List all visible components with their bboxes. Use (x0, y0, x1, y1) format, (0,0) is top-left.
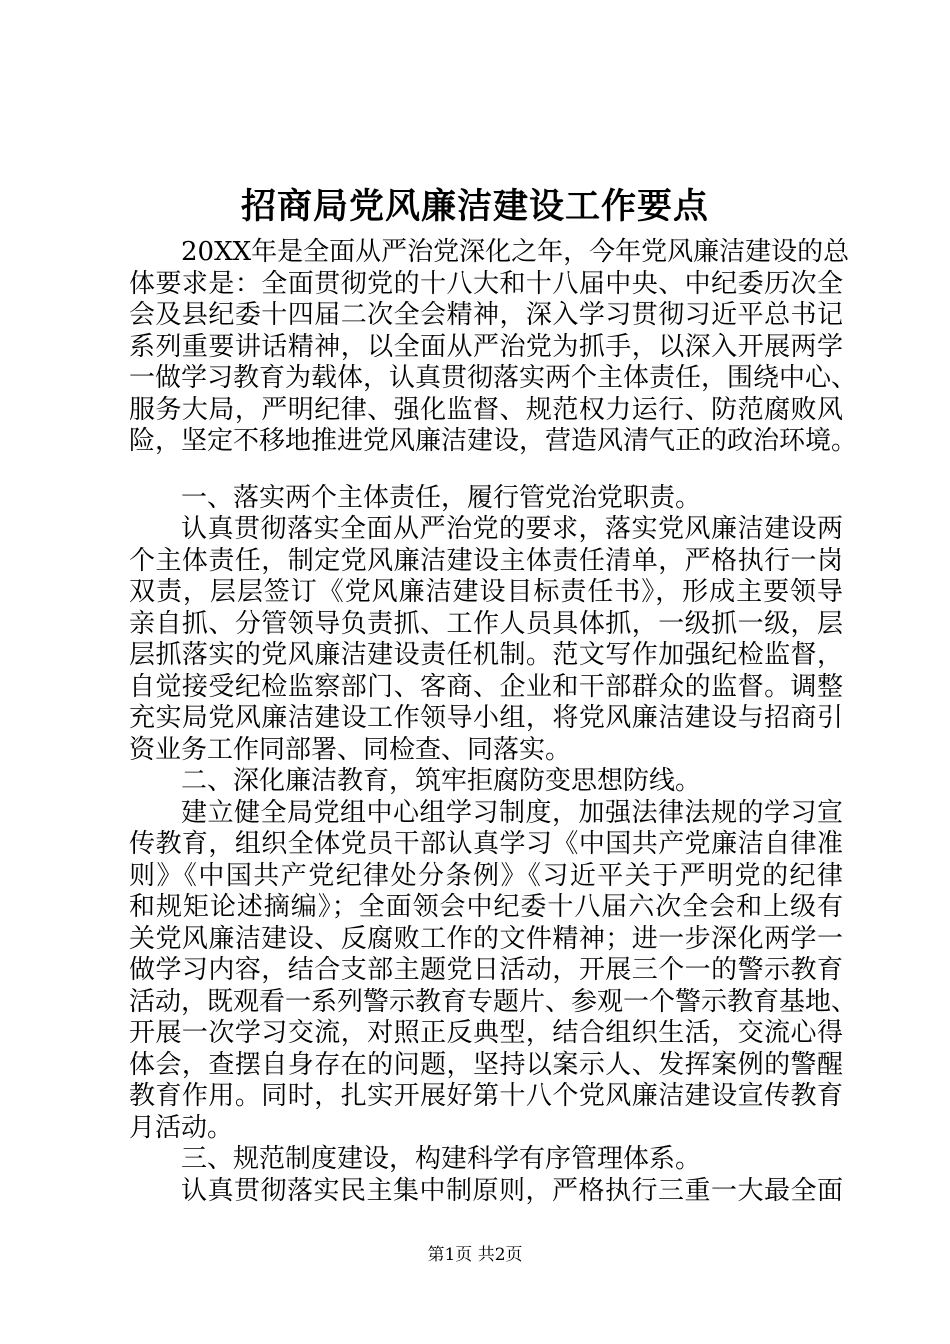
text-line: 会及县纪委十四届二次全会精神，深入学习贯彻习近平总书记 (129, 300, 843, 330)
text-line: 开展一次学习交流，对照正反典型，结合组织生活，交流心得 (129, 1018, 843, 1048)
text-line: 充实局党风廉洁建设工作领导小组，将党风廉洁建设与招商引 (129, 703, 843, 733)
document-body (129, 237, 858, 1207)
text-line: 建立健全局党组中心组学习制度，加强法律法规的学习宣 (181, 797, 843, 828)
text-line: 关党风廉洁建设、反腐败工作的文件精神；进一步深化两学一 (129, 923, 843, 954)
text-line: 认真贯彻落实全面从严治党的要求，落实党风廉洁建设两 (181, 514, 843, 544)
text-line: 活动，既观看一系列警示教育专题片、参观一个警示教育基地、 (129, 986, 858, 1017)
section-heading: 三、规范制度建设，构建科学有序管理体系。 (181, 1144, 702, 1174)
text-line: 自觉接受纪检监察部门、客商、企业和干部群众的监督。调整 (129, 671, 843, 702)
document-title: 招商局党风廉洁建设工作要点 (240, 186, 709, 227)
text-line: 体会，查摆自身存在的问题，坚持以案示人、发挥案例的警醒 (129, 1049, 843, 1080)
text-line: 系列重要讲话精神，以全面从严治党为抓手，以深入开展两学 (129, 331, 843, 362)
text-line: 教育作用。同时，扎实开展好第十八个党风廉洁建设宣传教育 (129, 1081, 843, 1111)
text-line: 认真贯彻落实民主集中制原则，严格执行三重一大最全面 (181, 1175, 843, 1206)
text-line: 层抓落实的党风廉洁建设责任机制。范文写作加强纪检监督， (129, 640, 843, 670)
text-line: 则》《中国共产党纪律处分条例》《习近平关于严明党的纪律 (129, 860, 843, 891)
text-line: 20XX年是全面从严治党深化之年，今年党风廉洁建设的总 (181, 237, 850, 267)
section-heading: 二、深化廉洁教育，筑牢拒腐防变思想防线。 (181, 766, 702, 796)
text-line: 亲自抓、分管领导负责抓、工作人员具体抓，一级抓一级，层 (129, 608, 843, 639)
text-line: 资业务工作同部署、同检查、同落实。 (129, 734, 572, 765)
text-line: 一做学习教育为载体，认真贯彻落实两个主体责任，围绕中心、 (129, 363, 858, 393)
section-heading: 一、落实两个主体责任，履行管党治党职责。 (181, 482, 702, 513)
text-line: 月活动。 (129, 1112, 234, 1143)
paragraph-gap (129, 458, 843, 483)
text-line: 服务大局，严明纪律、强化监督、规范权力运行、防范腐败风 (129, 394, 843, 425)
text-line: 做学习内容，结合支部主题党日活动，开展三个一的警示教育 (129, 955, 843, 985)
text-line: 体要求是：全面贯彻党的十八大和十八届中央、中纪委历次全 (129, 268, 843, 299)
text-line: 双责，层层签订《党风廉洁建设目标责任书》，形成主要领导 (129, 577, 843, 607)
text-line: 个主体责任，制定党风廉洁建设主体责任清单，严格执行一岗 (129, 545, 843, 576)
page-number: 第1页 共2页 (427, 1245, 523, 1265)
text-line: 险，坚定不移地推进党风廉洁建设，营造风清气正的政治环境。 (129, 426, 858, 456)
text-line: 和规矩论述摘编》；全面领会中纪委十八届六次全会和上级有 (129, 892, 843, 922)
text-line: 传教育，组织全体党员干部认真学习《中国共产党廉洁自律准 (129, 829, 843, 859)
